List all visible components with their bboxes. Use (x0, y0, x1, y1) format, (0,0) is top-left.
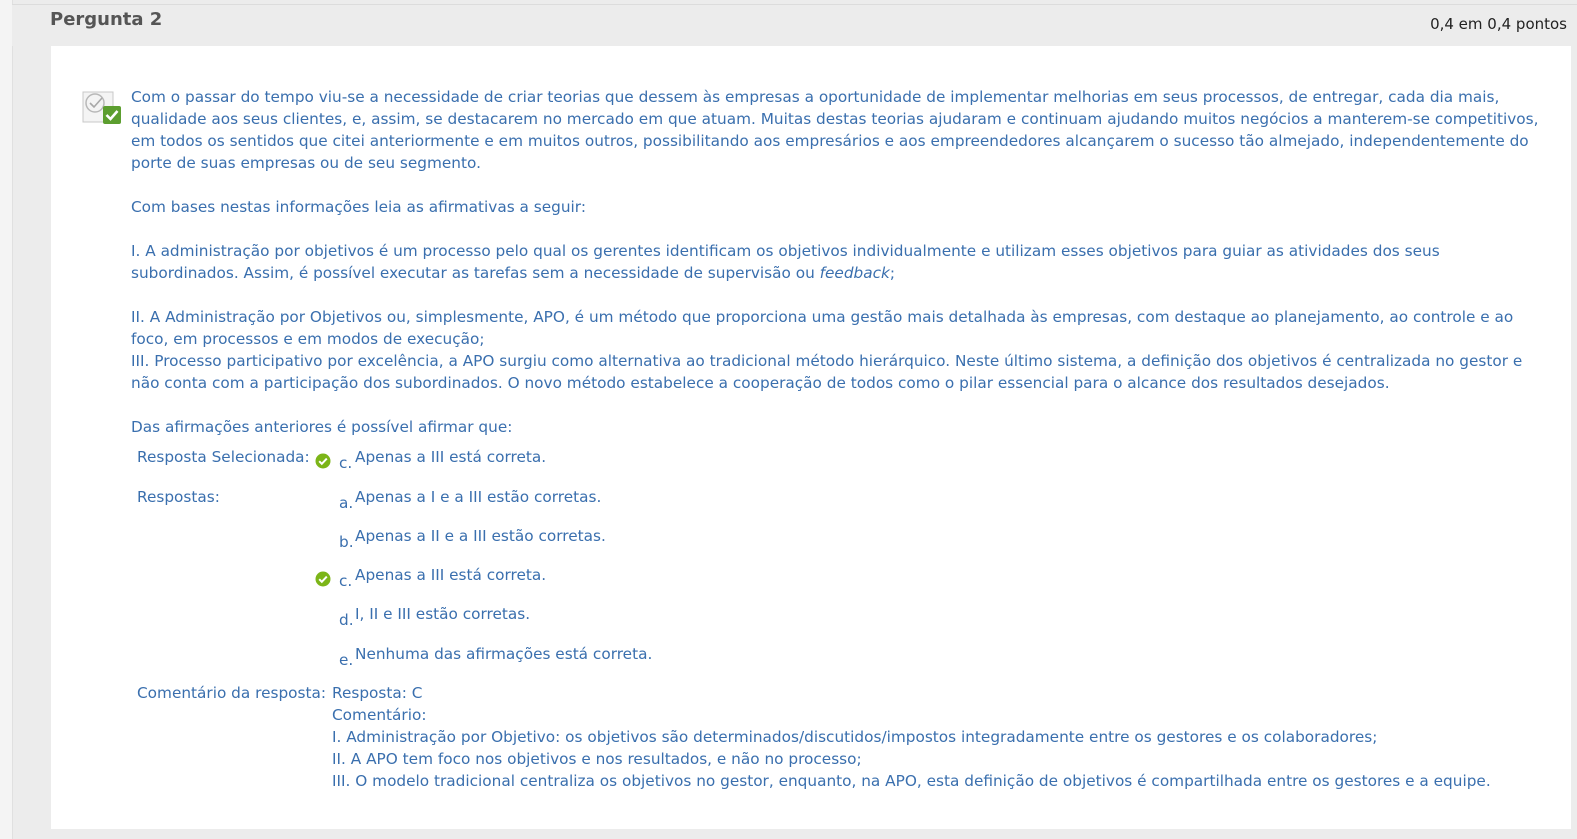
question-title: Pergunta 2 (50, 9, 163, 30)
answers-label: Respostas: (137, 488, 220, 506)
statement-1-italic: feedback (819, 264, 890, 282)
answer-text: Apenas a III está correta. (355, 566, 547, 584)
answer-letter: c. (339, 572, 353, 590)
left-rail (0, 0, 13, 839)
selected-answer-letter: c. (339, 454, 353, 472)
check-circle-icon (315, 453, 331, 469)
check-circle-icon (315, 571, 331, 587)
comment-line: Comentário: (332, 706, 427, 724)
answer-text: Apenas a I e a III estão corretas. (355, 488, 602, 506)
question-card (51, 46, 1571, 829)
question-header (12, 5, 1577, 46)
selected-answer-label: Resposta Selecionada: (137, 448, 310, 466)
comment-label: Comentário da resposta: (137, 684, 327, 702)
comment-line: I. Administração por Objetivo: os objetivos são determinados/discutidos/impostos integradamente entre os gestores e os colaboradores; (332, 728, 1378, 746)
answer-letter: b. (339, 533, 354, 551)
statement-2: II. A Administração por Objetivos ou, simplesmente, APO, é um método que proporciona uma gestão mais detalhada às empresas, com destaque ao planejamento, ao controle e ao foco, em processos e em modos de execução; (131, 308, 1514, 348)
question-paragraph-2: Com bases nestas informações leia as afirmativas a seguir: (131, 198, 586, 216)
question-score: 0,4 em 0,4 pontos (1430, 15, 1567, 33)
comment-line: III. O modelo tradicional centraliza os objetivos no gestor, enquanto, na APO, esta definição de objetivos é compartilhada entre os gestores e a equipe. (332, 772, 1491, 790)
question-paragraph-1: Com o passar do tempo viu-se a necessidade de criar teorias que dessem às empresas a oportunidade de implementar melhorias em seus processos, de entregar, cada dia mais, qualidade aos seus clientes, e, assim, se destacarem no mercado em que atuam. Muitas destas teorias ajudaram e continuam ajudando muitos negócios a manterem-se competitivos, em todos os sentidos que citei anteriormente e em muitos outros, possibilitando aos empresários e aos empreendedores alcançarem o sucesso tão almejado, independentemente do porte de suas empresas ou de seu segmento. (131, 88, 1539, 172)
answer-text: I, II e III estão corretas. (355, 605, 531, 623)
statement-1: I. A administração por objetivos é um processo pelo qual os gerentes identificam os objetivos individualmente e utilizam esses objetivos para guiar as atividades dos seus subordinados. Assim, é possível executar as tarefas sem a necessidade de supervisão ou feedback; (131, 242, 1440, 282)
comment-line: Resposta: C (332, 684, 423, 702)
answer-text: Apenas a II e a III estão corretas. (355, 527, 606, 545)
answer-letter: a. (339, 494, 354, 512)
question-body (131, 86, 1551, 460)
correct-question-icon (81, 86, 125, 126)
question-prompt: Das afirmações anteriores é possível afirmar que: (131, 418, 513, 436)
answer-letter: e. (339, 651, 354, 669)
selected-answer-text: Apenas a III está correta. (355, 448, 547, 466)
statement-3: III. Processo participativo por excelência, a APO surgiu como alternativa ao tradicional método hierárquico. Neste último sistema, a definição dos objetivos é centralizada no gestor e não conta com a participação dos subordinados. O novo método estabelece a cooperação de todos como o pilar essencial para o alcance dos resultados desejados. (131, 352, 1523, 392)
comment-text (332, 682, 1491, 792)
answer-text: Nenhuma das afirmações está correta. (355, 645, 653, 663)
answer-letter: d. (339, 611, 354, 629)
comment-line: II. A APO tem foco nos objetivos e nos resultados, e não no processo; (332, 750, 862, 768)
